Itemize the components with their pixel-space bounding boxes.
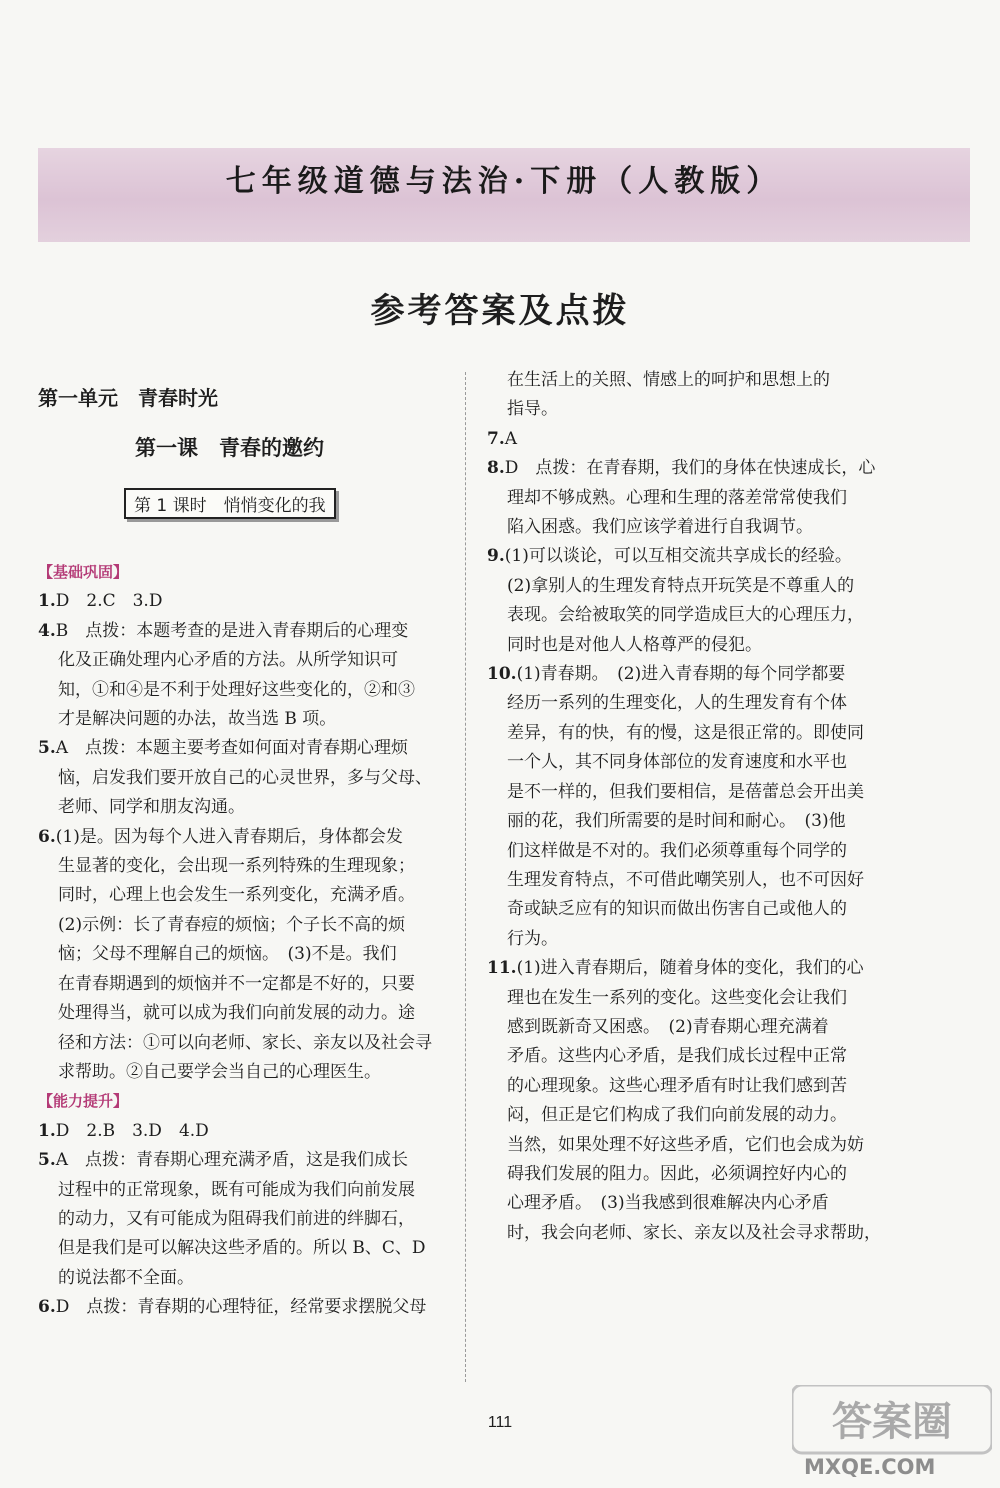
answer-line: 6.D 点拨：青春期的心理特征，经常要求摆脱父母 [38, 1297, 427, 1318]
answer-line: 行为。 [507, 928, 558, 949]
answer-line: 恼；父母不理解自己的烦恼。 (3)不是。我们 [58, 944, 397, 965]
answer-line: 理却不够成熟。心理和生理的落差常常使我们 [507, 487, 847, 508]
right-column [487, 366, 907, 1248]
answer-line: 5.A 点拨：青春期心理充满矛盾，这是我们成长 [38, 1150, 409, 1171]
svg-text:答案圈: 答案圈 [832, 1399, 952, 1445]
answer-line: 同时，心理上也会发生一系列变化，充满矛盾。 [58, 885, 415, 906]
answer-line: 7.A [487, 428, 518, 449]
book-title: 七年级道德与法治·下册（人教版） [225, 164, 783, 199]
lesson-title: 第一课 青春的邀约 [135, 436, 324, 460]
section-tag-advanced: 【能力提升】 [38, 1092, 129, 1111]
answer-line: 时，我会向老师、家长、亲友以及社会寻求帮助， [507, 1222, 881, 1243]
answer-line: 在生活上的关照、情感上的呵护和思想上的 [507, 370, 830, 390]
page-number: 111 [487, 1414, 513, 1431]
answer-line: 理也在发生一系列的变化。这些变化会让我们 [507, 987, 847, 1008]
answer-line: 差异，有的快，有的慢，这是很正常的。即使同 [507, 722, 864, 743]
answer-line: 矛盾。这些内心矛盾，是我们成长过程中正常 [507, 1046, 847, 1067]
answer-line: 的心理现象。这些心理矛盾有时让我们感到苦 [507, 1075, 847, 1096]
period-title: 第 1 课时 悄悄变化的我 [124, 488, 336, 519]
answer-line: 生显著的变化，会出现一系列特殊的生理现象； [58, 856, 415, 877]
answer-line: 知，①和④是不利于处理好这些变化的，②和③ [58, 679, 415, 700]
answer-line: 指导。 [507, 399, 558, 420]
answer-line: 心理矛盾。 (3)当我感到很难解决内心矛盾 [507, 1193, 829, 1214]
answer-line: 4.B 点拨：本题考查的是进入青春期后的心理变 [38, 620, 409, 641]
answer-line: 生理发育特点，不可借此嘲笑别人，也不可因好 [507, 869, 864, 890]
answer-line: 径和方法：①可以向老师、家长、亲友以及社会寻 [58, 1032, 432, 1053]
answer-line: 求帮助。②自己要学会当自己的心理医生。 [58, 1061, 381, 1082]
answer-line: (2)示例：长了青春痘的烦恼；个子长不高的烦 [58, 914, 406, 935]
answer-line: 陷入困惑。我们应该学着进行自我调节。 [507, 517, 813, 538]
answer-line: 9.(1)可以谈论，可以互相交流共享成长的经验。 [487, 546, 852, 567]
answer-line: 是不一样的，但我们要相信，是蓓蕾总会开出美 [507, 781, 864, 802]
answer-line: 们这样做是不对的。我们必须尊重每个同学的 [507, 840, 847, 861]
answer-line: 8.D 点拨：在青春期，我们的身体在快速成长，心 [487, 458, 876, 479]
answer-line: 碍我们发展的阻力。因此，必须调控好内心的 [507, 1163, 847, 1184]
answer-line: 10.(1)青春期。 (2)进入青春期的每个同学都要 [487, 664, 846, 685]
watermark-url: MXQE.COM [804, 1455, 936, 1479]
answer-line: 表现。会给被取笑的同学造成巨大的心理压力， [507, 605, 864, 626]
answer-line: 老师、同学和朋友沟通。 [58, 797, 245, 818]
answer-line: 丽的花，我们所需要的是时间和耐心。 (3)他 [507, 811, 846, 832]
answer-line: 在青春期遇到的烦恼并不一定都是不好的，只要 [58, 973, 415, 994]
answer-line: 但是我们是可以解决这些矛盾的。所以 B、C、D [58, 1238, 426, 1259]
answer-line: 6.(1)是。因为每个人进入青春期后，身体都会发 [38, 826, 403, 847]
answer-line: 1.D 2.C 3.D [38, 591, 163, 612]
answer-line: 感到既新奇又困惑。 (2)青春期心理充满着 [507, 1016, 829, 1037]
answer-line: 化及正确处理内心矛盾的方法。从所学知识可 [58, 650, 398, 671]
answer-line: 当然，如果处理不好这些矛盾，它们也会成为妨 [507, 1134, 864, 1155]
answer-line: 过程中的正常现象，既有可能成为我们向前发展 [58, 1179, 415, 1200]
answer-line: 闷，但正是它们构成了我们向前发展的动力。 [507, 1105, 847, 1126]
page-title: 参考答案及点拨 [370, 291, 630, 331]
answer-line: 的说法都不全面。 [58, 1267, 194, 1288]
answer-line: 奇或缺乏应有的知识而做出伤害自己或他人的 [507, 899, 847, 920]
left-column [38, 558, 470, 1323]
section-tag-basic: 【基础巩固】 [38, 563, 129, 581]
answer-line: 1.D 2.B 3.D 4.D [38, 1120, 209, 1141]
answer-line: 才是解决问题的办法，故当选 B 项。 [58, 709, 337, 730]
answer-line: (2)拿别人的生理发育特点开玩笑是不尊重人的 [507, 575, 855, 596]
answer-line: 经历一系列的生理变化，人的生理发育有个体 [507, 693, 847, 714]
answer-line: 恼，启发我们要开放自己的心灵世界，多与父母、 [58, 767, 432, 788]
unit-title: 第一单元 青春时光 [38, 386, 218, 410]
answer-line: 的动力，又有可能成为阻碍我们前进的绊脚石， [58, 1208, 415, 1229]
answer-line: 一个人，其不同身体部位的发育速度和水平也 [507, 752, 847, 773]
answer-line: 同时也是对他人人格尊严的侵犯。 [507, 634, 762, 655]
answer-line: 5.A 点拨：本题主要考查如何面对青春期心理烦 [38, 738, 409, 759]
answer-line: 11.(1)进入青春期后，随着身体的变化，我们的心 [487, 958, 864, 979]
answer-line: 处理得当，就可以成为我们向前发展的动力。途 [58, 1003, 415, 1024]
